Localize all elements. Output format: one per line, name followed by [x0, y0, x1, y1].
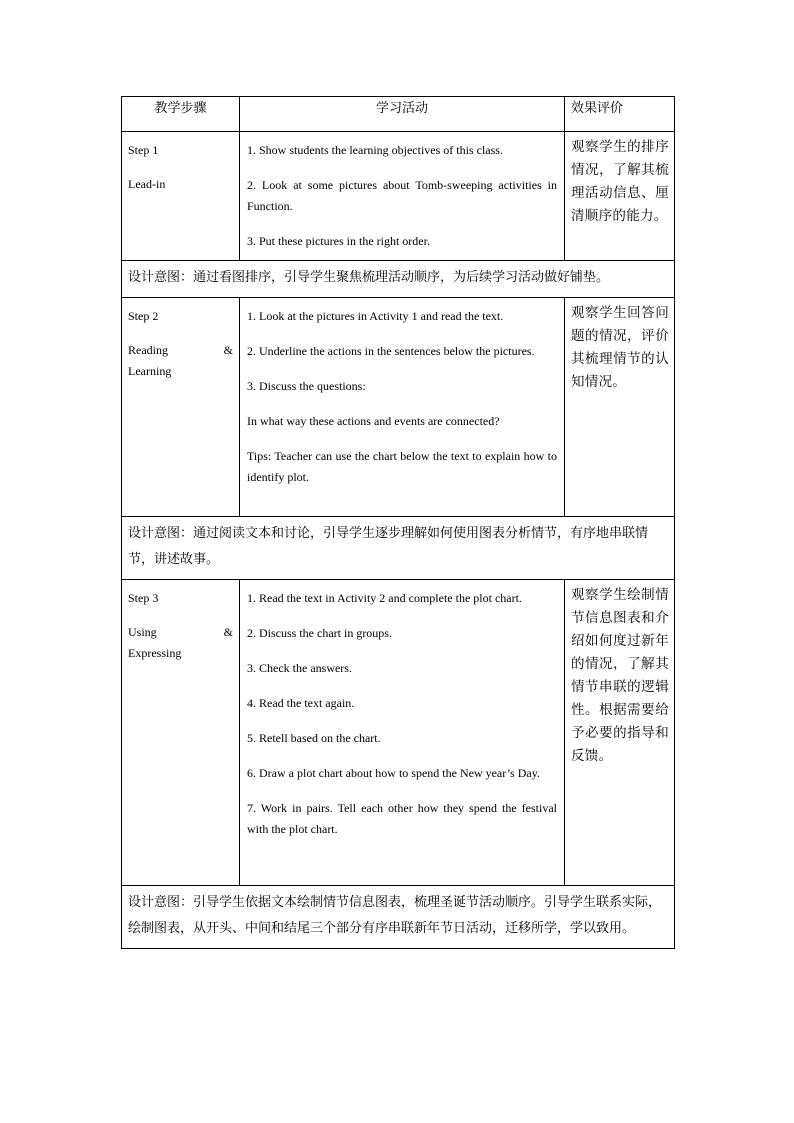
intent-row	[122, 261, 675, 298]
step-row	[122, 580, 675, 886]
design-intent-text: 设计意图：引导学生依据文本绘制情节信息图表，梳理圣诞节活动顺序。引导学生联系实际，绘制图表，从开头、中间和结尾三个部分有序串联新年节日活动，迁移所学，学以致用。	[128, 895, 662, 936]
activity-cell	[240, 580, 565, 886]
activity-item: 4. Read the text again.	[247, 696, 355, 710]
activity-cell	[240, 298, 565, 517]
activity-item: 1. Look at the pictures in Activity 1 and read the text.	[247, 309, 504, 323]
evaluation-text: 观察学生绘制情节信息图表和介绍如何度过新年的情况，了解其情节串联的逻辑性。根据需要给予必要的指导和反馈。	[571, 587, 669, 764]
activity-item: 5. Retell based on the chart.	[247, 731, 381, 745]
intent-cell	[122, 261, 675, 298]
step-row	[122, 132, 675, 261]
activity-item: 2. Look at some pictures about Tomb-sweeping activities in Function.	[247, 178, 557, 213]
step-name: Lead-in	[128, 177, 166, 191]
step-number: Step 2	[128, 309, 159, 323]
evaluation-cell	[565, 298, 675, 517]
step-name: Using	[128, 625, 157, 639]
activity-item: In what way these actions and events are connected?	[247, 414, 500, 428]
activity-item: 2. Discuss the chart in groups.	[247, 626, 392, 640]
table-header-row	[122, 97, 675, 132]
intent-cell	[122, 886, 675, 949]
step-row	[122, 298, 675, 517]
step-cell	[122, 580, 240, 886]
lesson-plan-table	[121, 96, 675, 949]
step-name-ampersand: &	[223, 343, 233, 357]
design-intent-text: 设计意图：通过看图排序，引导学生聚焦梳理活动顺序，为后续学习活动做好铺垫。	[128, 270, 610, 285]
evaluation-text: 观察学生回答问题的情况，评价其梳理情节的认知情况。	[571, 305, 669, 390]
step-cell	[122, 132, 240, 261]
intent-row	[122, 886, 675, 949]
evaluation-cell	[565, 132, 675, 261]
activity-cell	[240, 132, 565, 261]
step-name-continued: Learning	[128, 364, 172, 378]
header-step: 教学步骤	[122, 97, 240, 132]
step-name-continued: Expressing	[128, 646, 182, 660]
activity-item: 3. Discuss the questions:	[247, 379, 366, 393]
header-evaluation: 效果评价	[565, 97, 675, 132]
activity-item: 3. Put these pictures in the right order.	[247, 234, 430, 248]
header-activity: 学习活动	[240, 97, 565, 132]
activity-item: 6. Draw a plot chart about how to spend the New year’s Day.	[247, 766, 540, 780]
evaluation-cell	[565, 580, 675, 886]
activity-item: Tips: Teacher can use the chart below the text to explain how to identify plot.	[247, 449, 557, 484]
step-name-ampersand: &	[223, 625, 233, 639]
activity-item: 2. Underline the actions in the sentences below the pictures.	[247, 344, 535, 358]
step-number: Step 1	[128, 143, 159, 157]
activity-item: 3. Check the answers.	[247, 661, 352, 675]
design-intent-text: 设计意图：通过阅读文本和讨论，引导学生逐步理解如何使用图表分析情节，有序地串联情节，讲述故事。	[128, 526, 649, 567]
step-number: Step 3	[128, 591, 159, 605]
activity-item: 1. Show students the learning objectives of this class.	[247, 143, 503, 157]
intent-row	[122, 517, 675, 580]
activity-item: 7. Work in pairs. Tell each other how they spend the festival with the plot chart.	[247, 801, 557, 836]
intent-cell	[122, 517, 675, 580]
evaluation-text: 观察学生的排序情况，了解其梳理活动信息、厘清顺序的能力。	[571, 139, 669, 224]
step-cell	[122, 298, 240, 517]
step-name: Reading	[128, 343, 168, 357]
activity-item: 1. Read the text in Activity 2 and complete the plot chart.	[247, 591, 522, 605]
